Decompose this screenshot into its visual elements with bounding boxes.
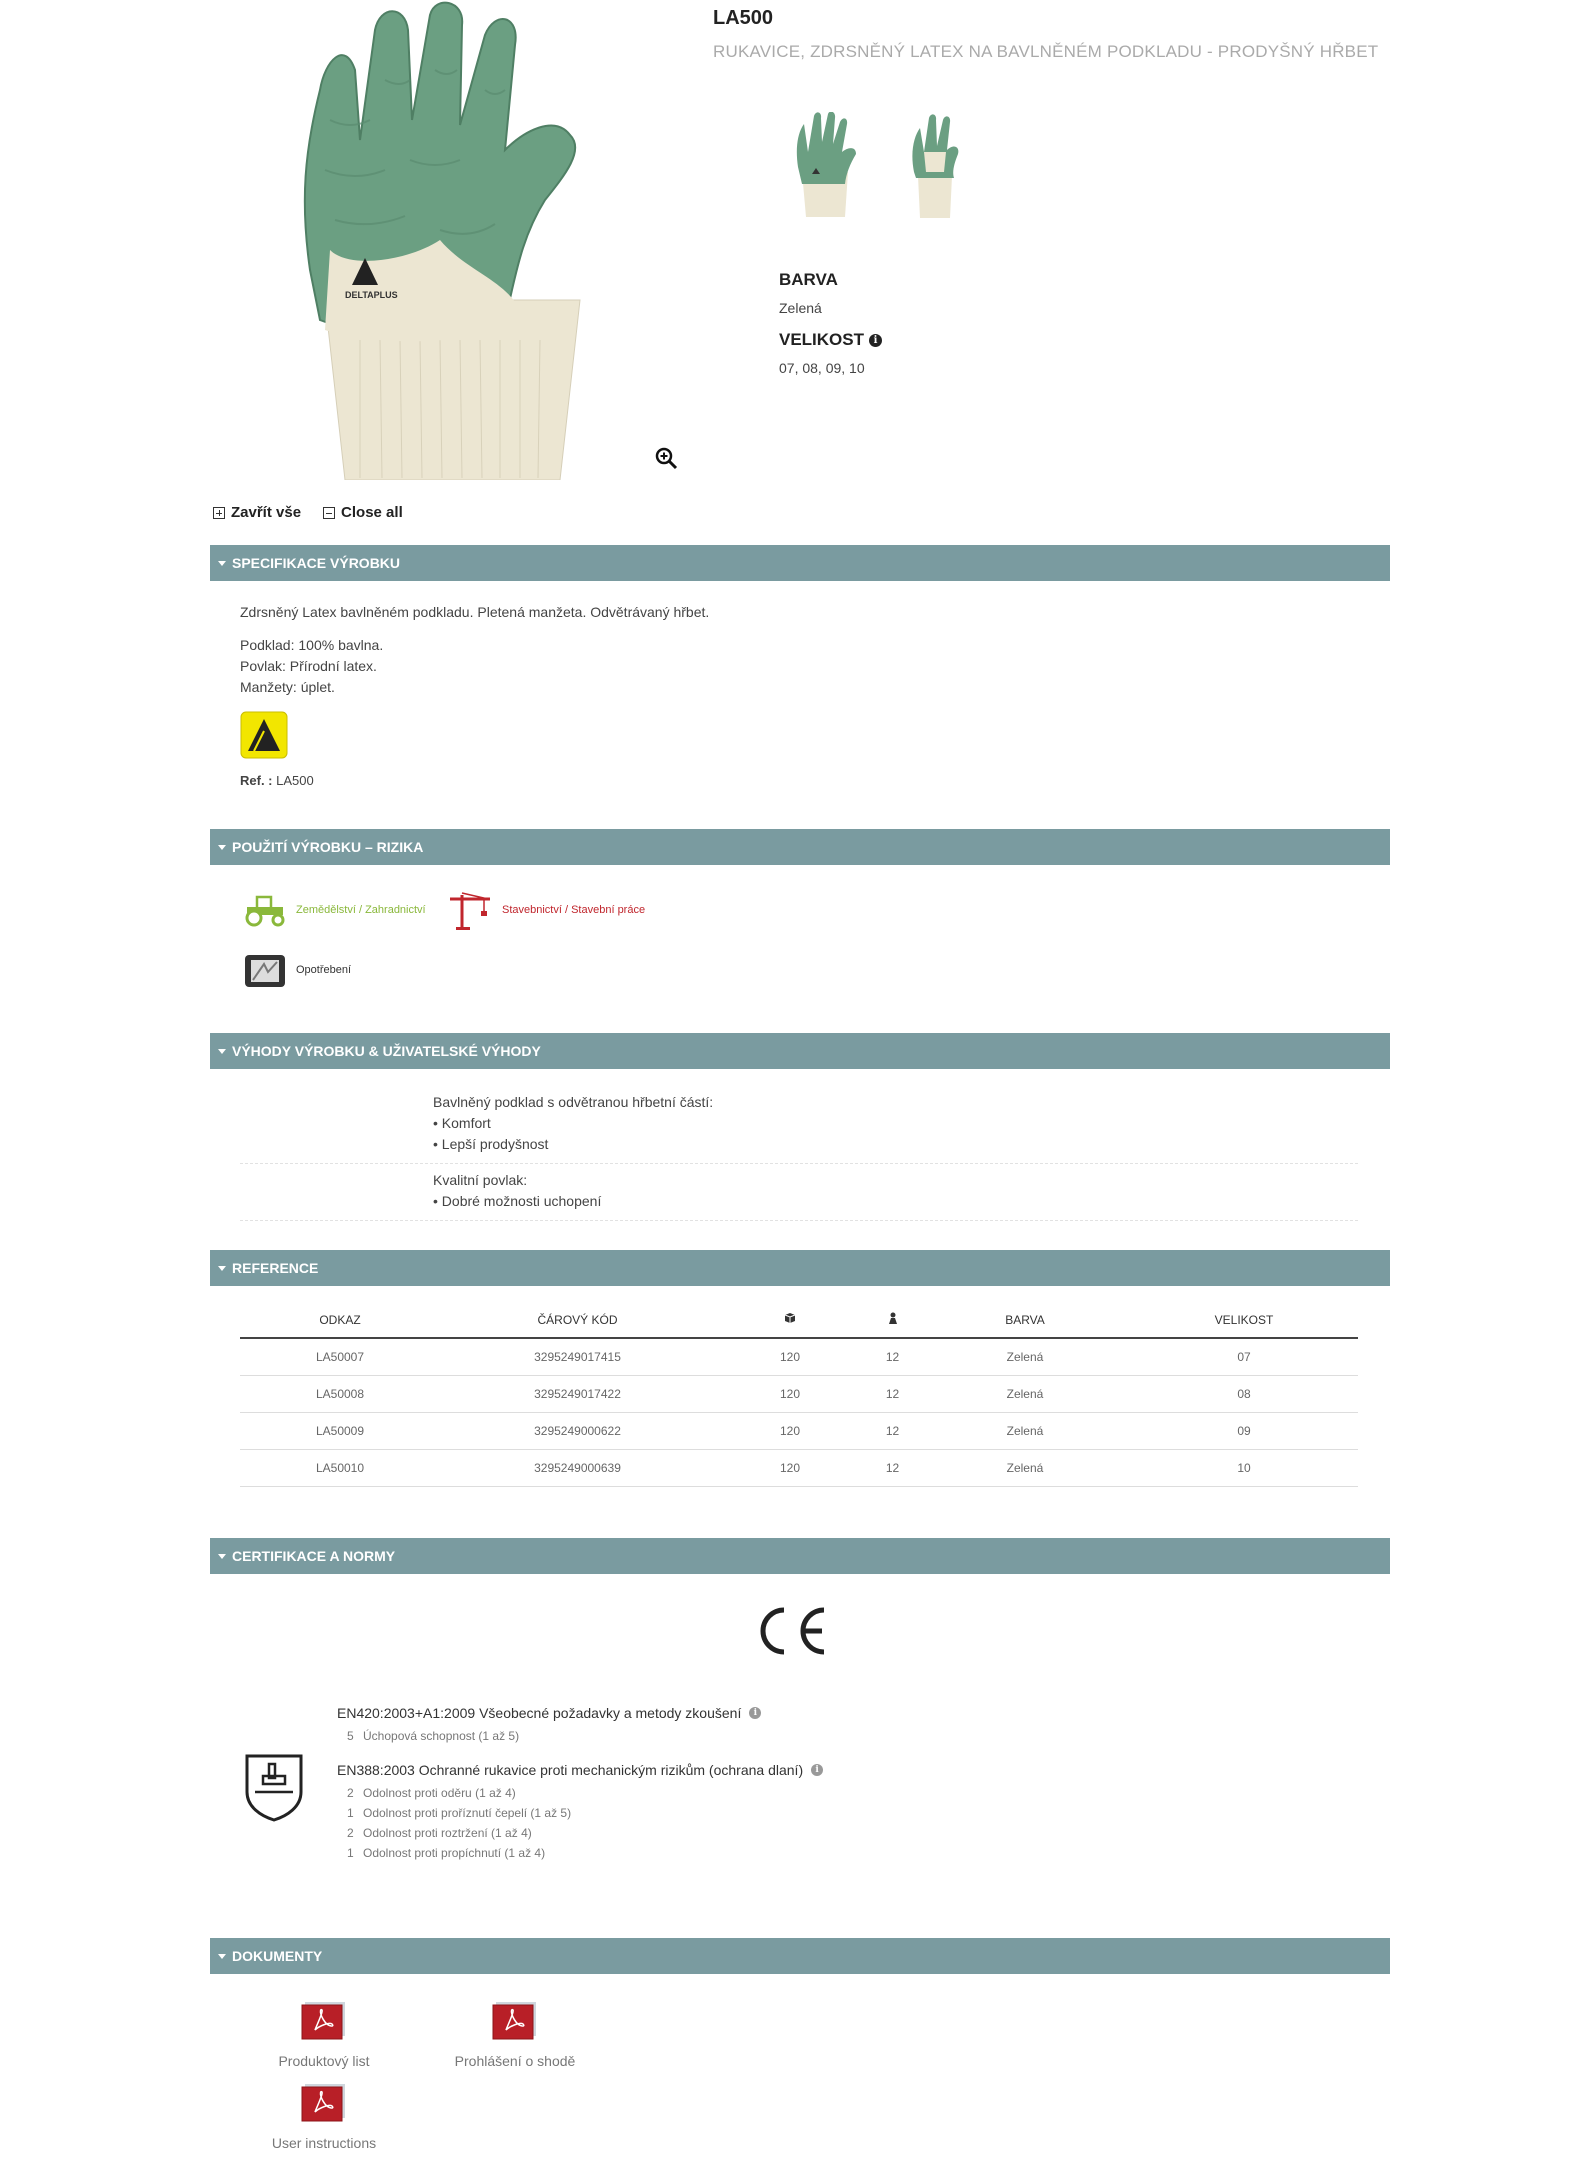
spec-line: Povlak: Přírodní latex. [240, 658, 377, 674]
thumbnail-palm[interactable] [790, 112, 860, 222]
document-label: Produktový list [278, 2053, 370, 2069]
glove-logo-text: DELTAPLUS [345, 290, 398, 300]
spec-ref [240, 773, 314, 788]
divider [240, 1163, 1358, 1164]
norm-en420 [337, 1705, 761, 1721]
caret-down-icon [218, 845, 226, 850]
minus-box-icon [323, 507, 335, 519]
norm-row [339, 1846, 545, 1860]
benefit-heading: Bavlněný podklad s odvětranou hřbetní částí: [433, 1094, 714, 1110]
document-declaration[interactable] [435, 2000, 595, 2069]
ref-value: LA500 [276, 773, 314, 788]
close-all-label: Close all [341, 504, 403, 521]
table-row [240, 1338, 1358, 1375]
cell-ref: LA50010 [240, 1449, 440, 1486]
color-label: BARVA [779, 270, 838, 289]
document-product-sheet[interactable] [244, 2000, 404, 2069]
tractor-icon [243, 893, 287, 927]
person-icon [865, 1302, 920, 1338]
spec-line: Podklad: 100% bavlna. [240, 637, 384, 653]
caret-down-icon [218, 1954, 226, 1959]
cell-box-qty: 120 [715, 1375, 865, 1412]
col-header: ČÁROVÝ KÓD [440, 1302, 715, 1338]
box-icon [715, 1302, 865, 1338]
norm-level: 2 [347, 1826, 354, 1840]
cell-color: Zelená [920, 1338, 1130, 1375]
section-header-certs[interactable] [210, 1538, 1390, 1574]
norm-title: EN388:2003 Ochranné rukavice proti mechanickým rizikům (ochrana dlaní) [337, 1762, 804, 1778]
cell-pack-qty: 12 [865, 1338, 920, 1375]
cell-barcode: 3295249000639 [440, 1449, 715, 1486]
mechanical-risk-shield-icon [243, 1752, 305, 1822]
cell-size: 08 [1130, 1375, 1358, 1412]
pdf-icon [492, 2000, 538, 2040]
table-row [240, 1375, 1358, 1412]
cell-barcode: 3295249017415 [440, 1338, 715, 1375]
info-icon[interactable]: i [811, 1764, 823, 1776]
cell-box-qty: 120 [715, 1338, 865, 1375]
col-header: VELIKOST [1130, 1302, 1358, 1338]
cell-color: Zelená [920, 1412, 1130, 1449]
cell-ref: LA50008 [240, 1375, 440, 1412]
usage-construction: Stavebnictví / Stavební práce [502, 904, 646, 916]
norm-label: Odolnost proti oděru (1 až 4) [363, 1786, 516, 1800]
size-value: 07, 08, 09, 10 [779, 360, 865, 376]
norm-row [339, 1786, 516, 1800]
cell-pack-qty: 12 [865, 1449, 920, 1486]
benefit-item: • Komfort [433, 1115, 491, 1131]
norm-en388 [337, 1762, 823, 1778]
col-header: ODKAZ [240, 1302, 440, 1338]
norm-label: Úchopová schopnost (1 až 5) [363, 1729, 520, 1743]
section-toggles [213, 504, 417, 521]
caret-down-icon [218, 1266, 226, 1271]
size-label: VELIKOST [779, 330, 865, 349]
product-title: RUKAVICE, ZDRSNĚNÝ LATEX NA BAVLNĚNÉM PODKLADU - PRODYŠNÝ HŘBET [713, 42, 1379, 61]
cell-size: 10 [1130, 1449, 1358, 1486]
thumbnail-back[interactable] [900, 112, 970, 222]
spec-line: Manžety: úplet. [240, 679, 335, 695]
info-icon[interactable]: i [869, 334, 882, 347]
usage-agriculture: Zemědělství / Zahradnictví [296, 904, 426, 916]
info-icon[interactable]: i [749, 1707, 761, 1719]
pdf-icon [301, 2082, 347, 2122]
section-header-spec[interactable] [210, 545, 1390, 581]
cell-color: Zelená [920, 1375, 1130, 1412]
caret-down-icon [218, 1049, 226, 1054]
document-user-instructions[interactable] [244, 2082, 404, 2151]
section-title: VÝHODY VÝROBKU & UŽIVATELSKÉ VÝHODY [232, 1043, 541, 1059]
cell-ref: LA50007 [240, 1338, 440, 1375]
plus-box-icon [213, 507, 225, 519]
ref-label: Ref. : [240, 773, 273, 788]
section-header-benefits[interactable] [210, 1033, 1390, 1069]
benefit-item: • Lepší prodyšnost [433, 1136, 549, 1152]
section-header-reference[interactable] [210, 1250, 1390, 1286]
cell-pack-qty: 12 [865, 1412, 920, 1449]
cell-box-qty: 120 [715, 1449, 865, 1486]
section-title: CERTIFIKACE A NORMY [232, 1548, 396, 1564]
cell-ref: LA50009 [240, 1412, 440, 1449]
norm-row [339, 1826, 532, 1840]
benefit-item: • Dobré možnosti uchopení [433, 1193, 602, 1209]
deltaplus-logo-icon [240, 711, 288, 759]
product-code: LA500 [713, 7, 774, 29]
table-row [240, 1412, 1358, 1449]
col-header: BARVA [920, 1302, 1130, 1338]
document-label: Prohlášení o shodě [454, 2053, 576, 2069]
cell-size: 09 [1130, 1412, 1358, 1449]
expand-all-label: Zavřít vše [231, 504, 302, 521]
ce-mark-icon [754, 1604, 828, 1658]
product-image[interactable] [290, 0, 620, 480]
section-title: SPECIFIKACE VÝROBKU [232, 555, 401, 571]
caret-down-icon [218, 1554, 226, 1559]
norm-level: 1 [347, 1806, 354, 1820]
close-all-toggle[interactable] [323, 504, 403, 521]
zoom-in-icon[interactable] [654, 446, 680, 472]
norm-row [339, 1806, 571, 1820]
wear-icon [244, 954, 286, 988]
cell-pack-qty: 12 [865, 1375, 920, 1412]
size-label-row [779, 330, 882, 350]
table-row [240, 1449, 1358, 1486]
norm-level: 5 [347, 1729, 354, 1743]
cell-box-qty: 120 [715, 1412, 865, 1449]
norm-label: Odolnost proti propíchnutí (1 až 4) [363, 1846, 546, 1860]
reference-table [240, 1302, 1358, 1487]
section-header-usage[interactable] [210, 829, 1390, 865]
caret-down-icon [218, 561, 226, 566]
cell-size: 07 [1130, 1338, 1358, 1375]
benefit-heading: Kvalitní povlak: [433, 1172, 528, 1188]
divider [240, 1220, 1358, 1221]
norm-row [339, 1729, 519, 1743]
section-title: REFERENCE [232, 1260, 319, 1276]
document-label: User instructions [271, 2135, 377, 2151]
norm-title: EN420:2003+A1:2009 Všeobecné požadavky a metody zkoušení [337, 1705, 742, 1721]
cell-barcode: 3295249000622 [440, 1412, 715, 1449]
norm-label: Odolnost proti proříznutí čepelí (1 až 5) [363, 1806, 572, 1820]
norm-level: 2 [347, 1786, 354, 1800]
cell-color: Zelená [920, 1449, 1130, 1486]
norm-level: 1 [347, 1846, 354, 1860]
pdf-icon [301, 2000, 347, 2040]
color-value: Zelená [779, 300, 822, 316]
expand-all-toggle[interactable] [213, 504, 301, 521]
section-title: DOKUMENTY [232, 1948, 323, 1964]
table-header-row [240, 1302, 1358, 1338]
section-title: POUŽITÍ VÝROBKU – RIZIKA [232, 839, 424, 855]
cell-barcode: 3295249017422 [440, 1375, 715, 1412]
norm-label: Odolnost proti roztržení (1 až 4) [363, 1826, 532, 1840]
usage-wear: Opotřebení [296, 964, 352, 976]
crane-icon [448, 891, 492, 931]
spec-description: Zdrsněný Latex bavlněném podkladu. Pletená manžeta. Odvětrávaný hřbet. [240, 604, 710, 620]
section-header-documents[interactable] [210, 1938, 1390, 1974]
